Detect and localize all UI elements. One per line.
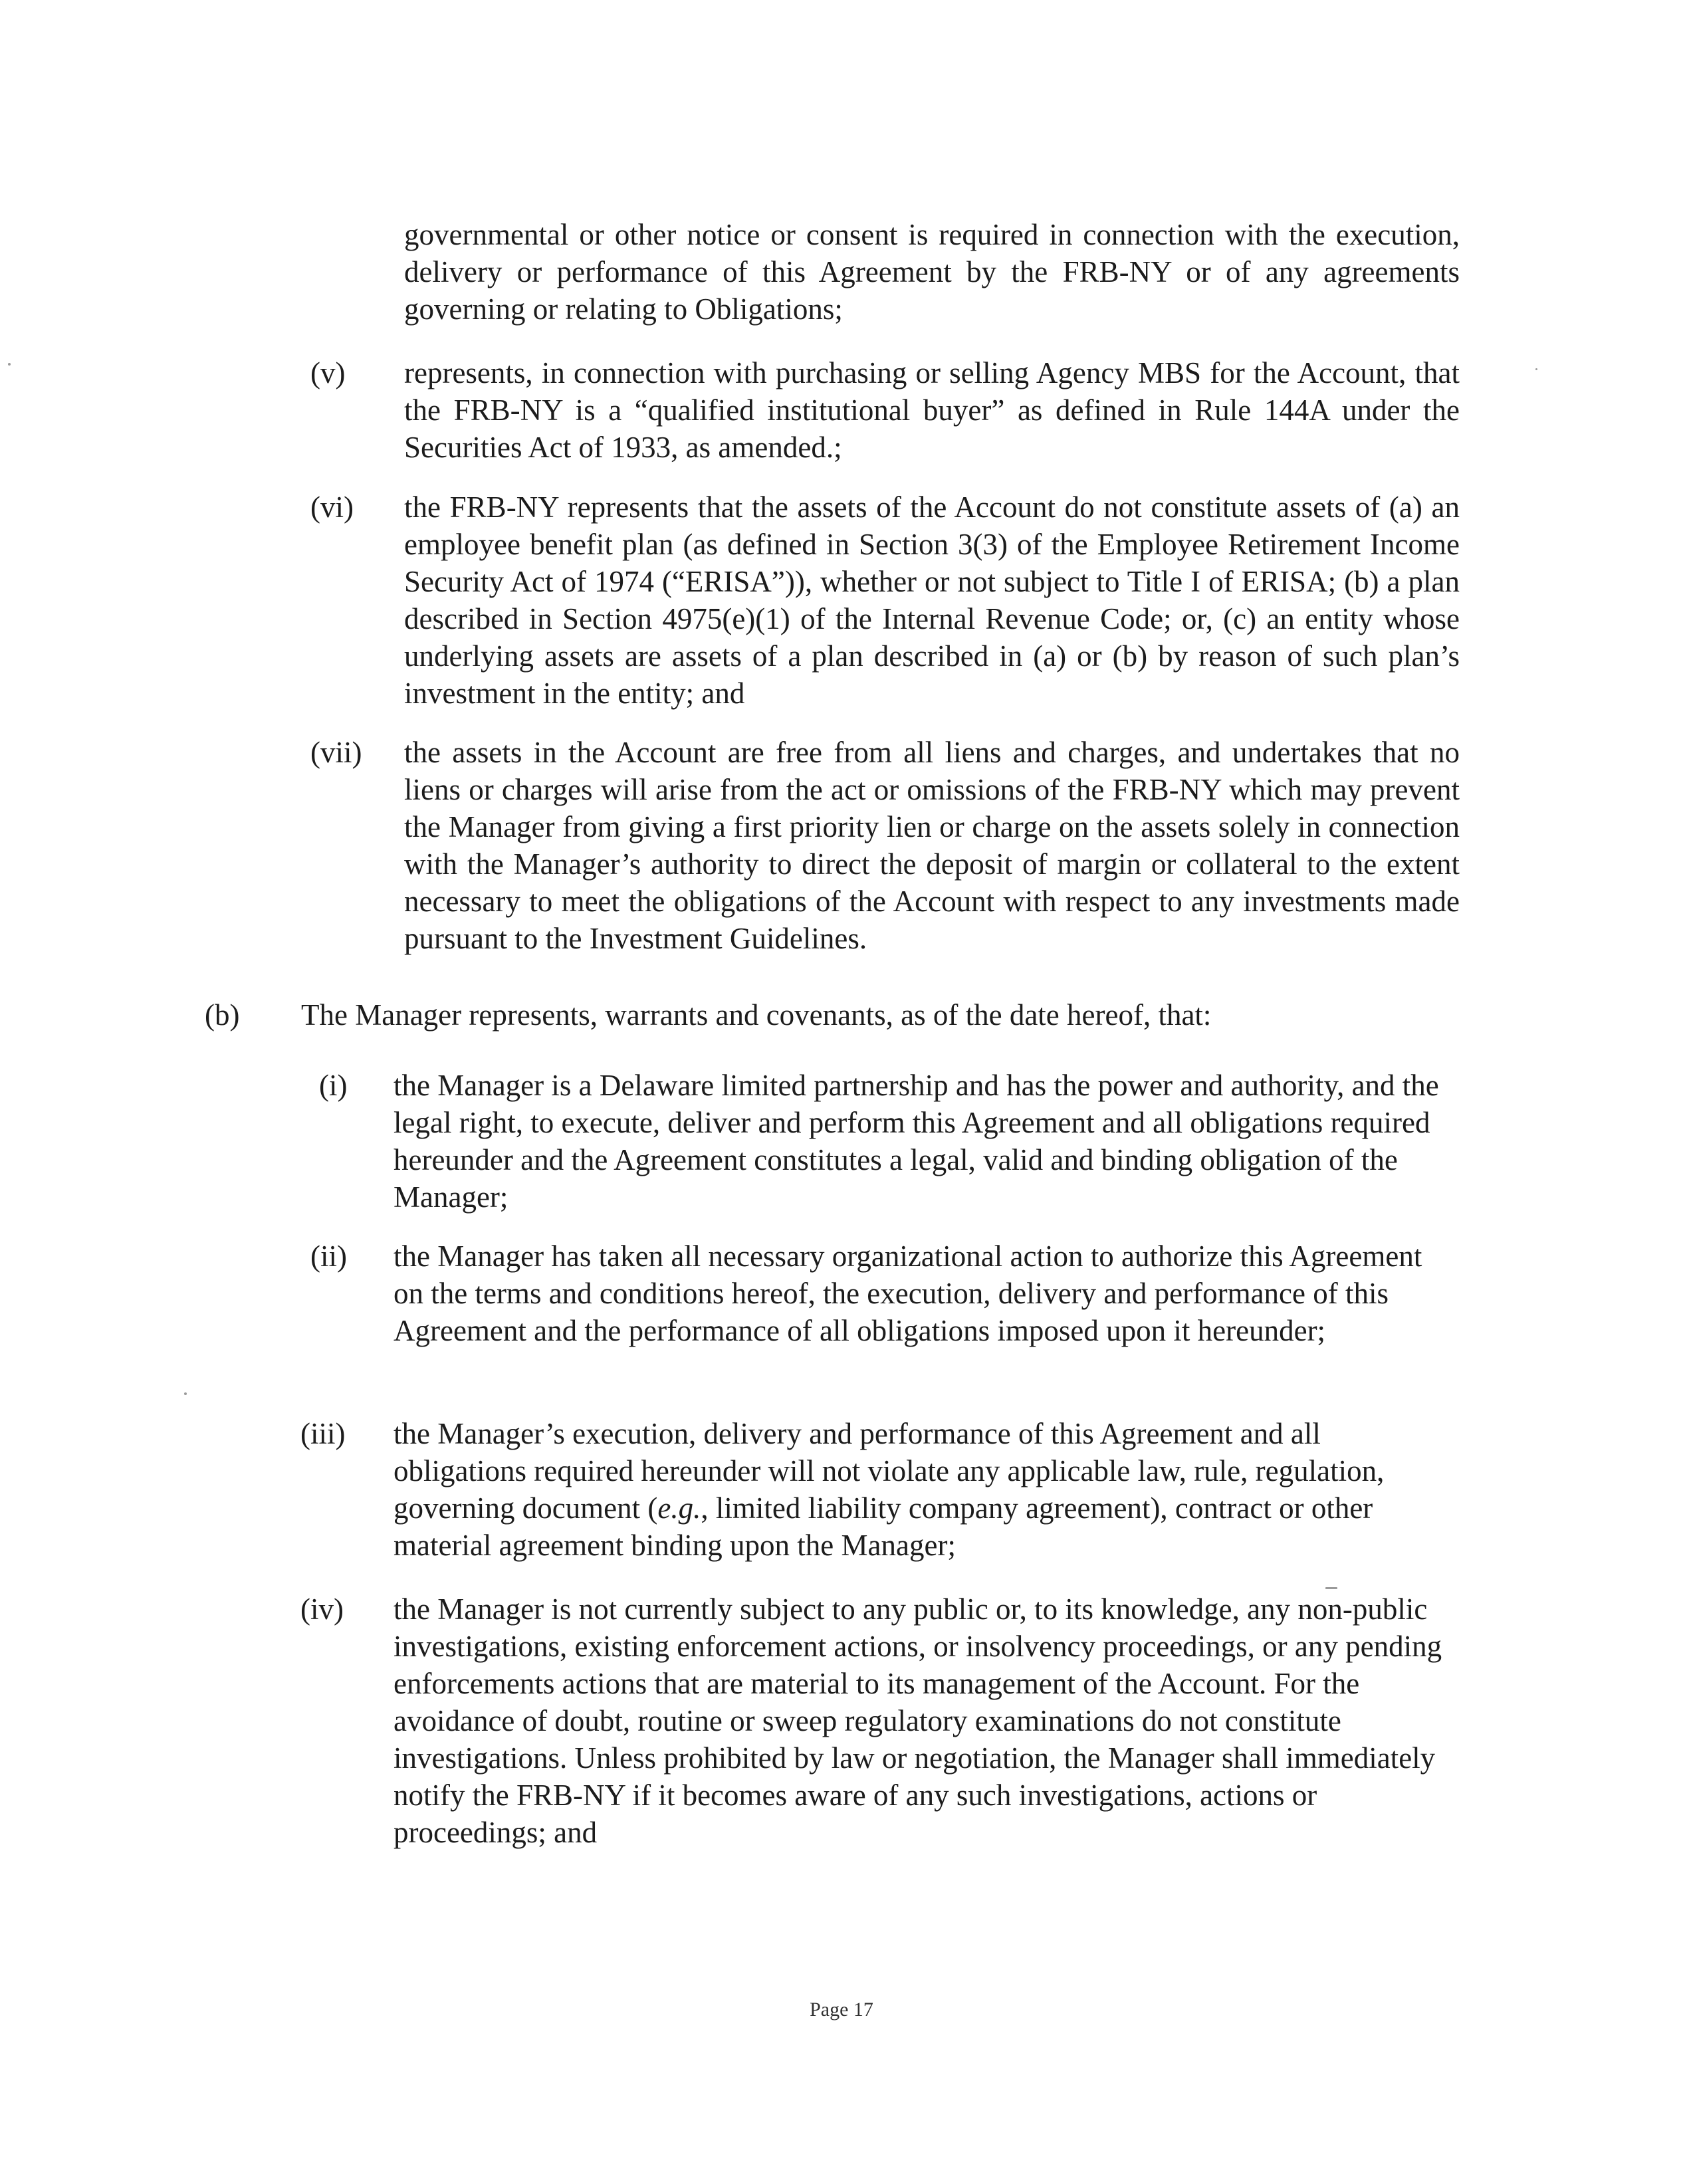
item-label-iii: (iii) bbox=[300, 1417, 346, 1450]
item-text-iii-italic: e.g. bbox=[657, 1491, 701, 1525]
item-label-i: (i) bbox=[319, 1069, 348, 1102]
item-text-ii: the Manager has taken all necessary organizational action to authorize this Agreement on the terms and conditions hereof, the execution, delivery and performance of this Agreement and the performance of all obligations imposed upon it hereunder; bbox=[393, 1240, 1422, 1347]
item-label-vii: (vii) bbox=[310, 736, 362, 769]
scan-speck bbox=[1535, 368, 1537, 370]
scan-speck bbox=[1325, 1587, 1337, 1589]
page-footer: Page 17 bbox=[810, 1999, 873, 2020]
scan-speck bbox=[184, 1392, 187, 1395]
item-text-v: represents, in connection with purchasing or selling Agency MBS for the Account, that the FRB-NY is a “qualified institutional buyer” as defined in Rule 144A under the Securities Act of 1933, as amended.; bbox=[404, 356, 1460, 464]
section-label-b: (b) bbox=[205, 998, 240, 1032]
item-text-iii-part2: , limited liability company agreement), contract or other material agreement binding upon the Manager; bbox=[393, 1491, 1373, 1562]
item-text-iv: the Manager is not currently subject to any public or, to its knowledge, any non-public investigations, existing enforcement actions, or insolvency proceedings, or any pending enforcements actions that are material to its management of the Account. For the avoidance of doubt, routine or sweep regulatory examinations do not constitute investigations. Unless prohibited by law or negotiation, the Manager shall immediately notify the FRB-NY if it becomes aware of any such investigations, actions or proceedings; and bbox=[393, 1592, 1442, 1849]
item-label-v: (v) bbox=[310, 356, 346, 389]
item-text-vii: the assets in the Account are free from all liens and charges, and undertakes that no liens or charges will arise from the act or omissions of the FRB-NY which may prevent the Manager from giving a first priority lien or charge on the assets solely in connection with the Manager’s authority to direct the deposit of margin or collateral to the extent necessary to meet the obligations of the Account with respect to any investments made pursuant to the Investment Guidelines. bbox=[404, 736, 1460, 955]
item-label-iv: (iv) bbox=[300, 1592, 344, 1626]
item-text-iii-part1: the Manager’s execution, delivery and performance of this Agreement and all obligations required hereunder will not violate any applicable law, rule, regulation, governing document ( bbox=[393, 1417, 1385, 1525]
item-label-vi: (vi) bbox=[310, 491, 354, 524]
scan-speck bbox=[8, 363, 11, 366]
item-text-vi: the FRB-NY represents that the assets of the Account do not constitute assets of (a) an employee benefit plan (as defined in Section 3(3) of the Employee Retirement Income Security Act of 1974 (“ERISA”)), whether or not subject to Title I of ERISA; (b) a plan described in Section 4975(e)(1) of the Internal Revenue Code; or, (c) an entity whose underlying assets are assets of a plan described in (a) or (b) by reason of such plan’s investment in the entity; and bbox=[404, 491, 1460, 710]
continuation-paragraph: governmental or other notice or consent is required in connection with the execution, delivery or performance of this Agreement by the FRB-NY or of any agreements governing or relating to Obligations; bbox=[404, 218, 1460, 326]
item-text-iii bbox=[393, 1415, 1457, 1564]
section-b-intro: The Manager represents, warrants and covenants, as of the date hereof, that: bbox=[301, 998, 1212, 1032]
item-label-ii: (ii) bbox=[310, 1240, 347, 1273]
item-text-i: the Manager is a Delaware limited partnership and has the power and authority, and the legal right, to execute, deliver and perform this Agreement and all obligations required hereunder and the Agreement constitutes a legal, valid and binding obligation of the Manager; bbox=[393, 1069, 1439, 1214]
